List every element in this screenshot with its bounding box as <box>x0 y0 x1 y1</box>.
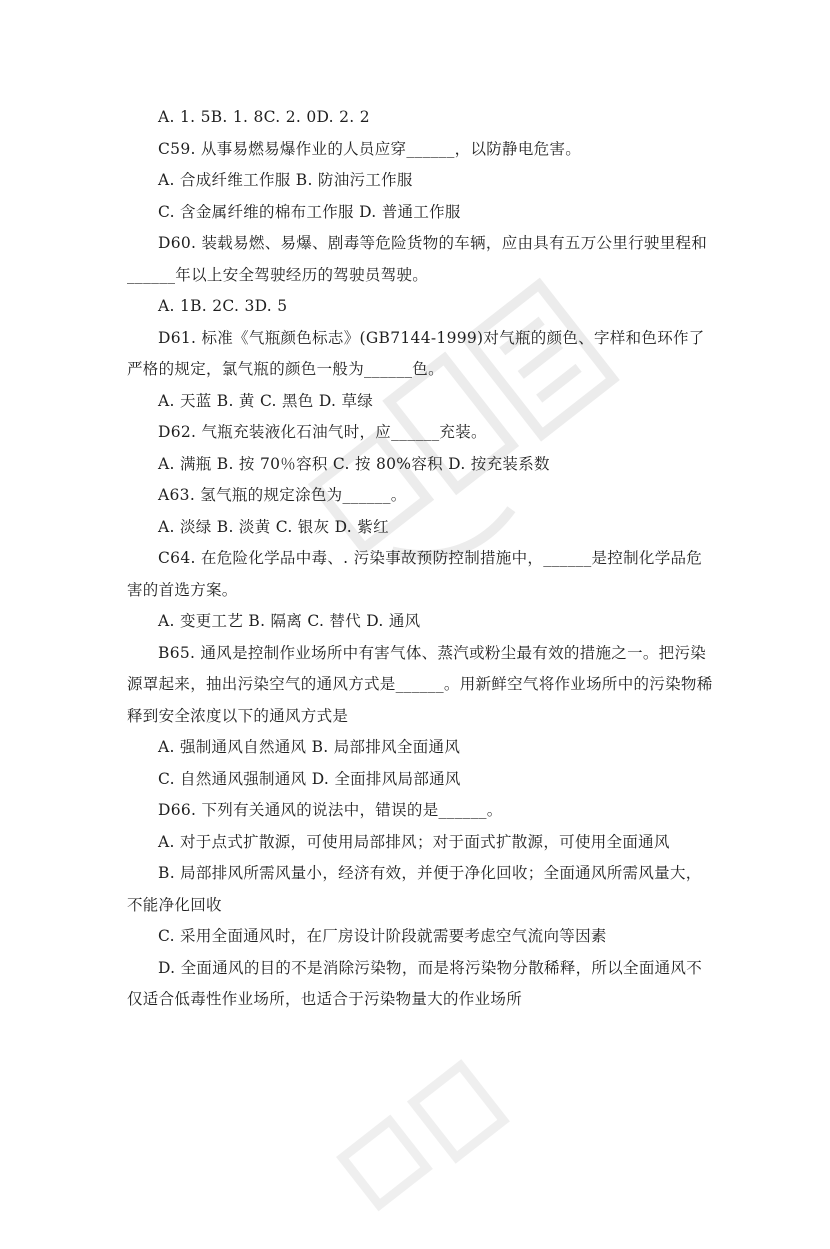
question-63: A63. 氢气瓶的规定涂色为______。 <box>158 486 407 504</box>
option-q66-a: A. 对于点式扩散源，可使用局部排风；对于面式扩散源，可使用全面通风 <box>158 832 670 851</box>
question-59: C59. 从事易燃易爆作业的人员应穿______，以防静电危害。 <box>158 139 582 158</box>
options-q64: A. 变更工艺 B. 隔离 C. 替代 D. 通风 <box>158 612 421 630</box>
watermark-logo-bottom <box>314 1031 545 1249</box>
options-q65-row1: A. 强制通风自然通风 B. 局部排风全面通风 <box>158 738 461 756</box>
option-q66-c: C. 采用全面通风时，在厂房设计阶段就需要考虑空气流向等因素 <box>158 927 607 945</box>
question-65: B65. 通风是控制作业场所中有害气体、蒸汽或粉尘最有效的措施之一。把污染源罩起来，抽出污染空气的通风方式是______。用新鲜空气将作业场所中的污染物稀释到安全浓度以下的通风方式是 <box>127 643 713 725</box>
options-q58: A. 1. 5B. 1. 8C. 2. 0D. 2. 2 <box>158 108 370 126</box>
document-body <box>127 102 717 1016</box>
question-60: D60. 装载易燃、易爆、剧毒等危险货物的车辆，应由具有五万公里行驶里程和______年以上安全驾驶经历的驾驶员驾驶。 <box>127 234 708 284</box>
options-q61: A. 天蓝 B. 黄 C. 黑色 D. 草绿 <box>158 391 374 410</box>
option-q66-d: D. 全面通风的目的不是消除污染物，而是将污染物分散稀释，所以全面通风不仅适合低毒性作业场所，也适合于污染物量大的作业场所 <box>127 958 703 1008</box>
options-q63: A. 淡绿 B. 淡黄 C. 银灰 D. 紫红 <box>158 517 389 536</box>
question-62: D62. 气瓶充装液化石油气时，应______充装。 <box>158 423 487 441</box>
options-q59-row1: A. 合成纤维工作服 B. 防油污工作服 <box>158 171 413 189</box>
option-q66-b: B. 局部排风所需风量小，经济有效，并便于净化回收；全面通风所需风量大，不能净化回收 <box>127 864 702 914</box>
question-61: D61. 标准《气瓶颜色标志》(GB7144-1999)对气瓶的颜色、字样和色环作了严格的规定，氯气瓶的颜色一般为______色。 <box>127 328 705 378</box>
question-64: C64. 在危险化学品中毒、. 污染事故预防控制措施中，______是控制化学品危害的首选方案。 <box>127 549 703 599</box>
question-66: D66. 下列有关通风的说法中，错误的是______。 <box>158 801 503 819</box>
options-q60: A. 1B. 2C. 3D. 5 <box>158 297 288 315</box>
options-q62: A. 满瓶 B. 按 70％容积 C. 按 80%容积 D. 按充装系数 <box>158 454 550 473</box>
options-q59-row2: C. 含金属纤维的棉布工作服 D. 普通工作服 <box>158 202 461 221</box>
options-q65-row2: C. 自然通风强制通风 D. 全面排风局部通风 <box>158 769 461 788</box>
